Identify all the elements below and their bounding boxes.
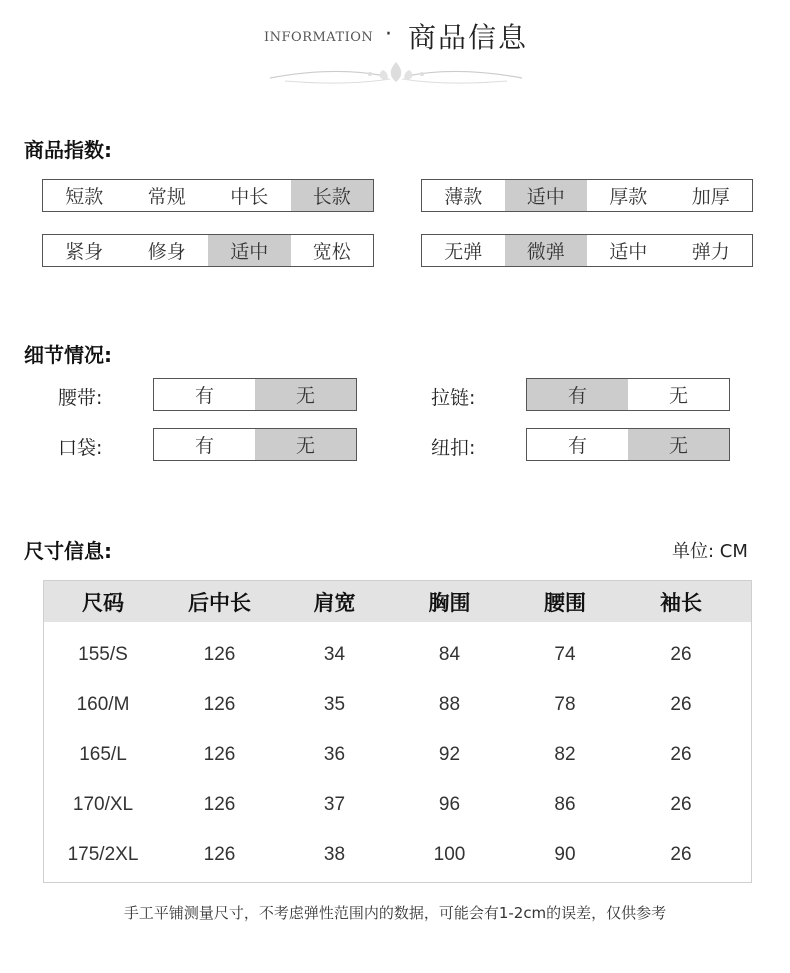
cell-chest: 84 [438,644,461,665]
table-header [44,581,751,622]
cell-chest: 96 [438,794,461,815]
pocket-no-selected: 无 [255,429,356,460]
cell-back-length: 126 [203,644,236,665]
cell-chest: 100 [433,844,466,865]
cell-waist: 86 [554,794,576,815]
cell-back-length: 126 [203,794,236,815]
zipper-no: 无 [668,385,688,407]
cell-sleeve: 26 [670,644,692,665]
belt-yes: 有 [194,385,214,407]
header-title: 商品信息 [408,21,529,54]
detail-section-title: 细节情况: [24,343,112,367]
table-row [44,830,751,880]
option-thin: 薄款 [444,186,483,208]
cell-waist: 74 [554,644,576,665]
unit-label: 单位: CM [672,541,748,562]
header-back-length: 后中长 [188,590,251,615]
zipper-label: 拉链: [431,387,476,409]
option-slight-stretch-selected: 微弹 [505,235,588,266]
option-tight: 紧身 [65,241,104,263]
thickness-options [421,179,753,212]
cell-shoulder: 35 [323,694,346,715]
pocket-yes: 有 [194,435,214,457]
cell-size: 160/M [76,694,130,715]
option-long-selected: 长款 [291,180,374,211]
option-mid-long: 中长 [230,186,269,208]
cell-back-length: 126 [203,744,236,765]
option-regular: 常规 [147,186,186,208]
cell-sleeve: 26 [670,744,692,765]
option-moderate: 适中 [609,241,648,263]
cell-size: 165/L [79,744,127,765]
ornament-icon [265,56,527,88]
header-waist: 腰围 [544,590,586,615]
option-extra-thick: 加厚 [691,186,730,208]
cell-sleeve: 26 [670,844,692,865]
cell-sleeve: 26 [670,794,692,815]
header-chest: 胸围 [428,590,471,615]
fit-options [42,234,374,267]
button-options [526,428,730,461]
cell-size: 175/2XL [67,844,139,865]
cell-size: 155/S [78,644,128,665]
cell-shoulder: 37 [323,794,346,815]
option-fit-selected: 适中 [208,235,291,266]
cell-chest: 88 [438,694,461,715]
cell-shoulder: 34 [323,644,346,665]
button-no-selected: 无 [628,429,729,460]
table-row [44,780,751,830]
pocket-options [153,428,357,461]
header-dot: · [385,22,392,47]
option-loose: 宽松 [312,241,351,263]
measurement-note: 手工平铺测量尺寸，不考虑弹性范围内的数据，可能会有1-2cm的误差，仅供参考 [123,904,667,922]
cell-shoulder: 36 [323,744,346,765]
option-short: 短款 [65,186,104,208]
header-sleeve: 袖长 [660,590,702,615]
pocket-label: 口袋: [58,437,103,459]
option-thick: 厚款 [609,186,648,208]
button-yes: 有 [567,435,587,457]
table-row [44,730,751,780]
option-stretch: 弹力 [691,241,730,263]
cell-sleeve: 26 [670,694,692,715]
cell-chest: 92 [438,744,461,765]
belt-no-selected: 无 [255,379,356,410]
cell-waist: 78 [554,694,576,715]
zipper-options [526,378,730,411]
header-english: INFORMATION [264,30,374,45]
option-medium-selected: 适中 [505,180,588,211]
header-size: 尺码 [82,590,124,615]
size-section-title: 尺寸信息: [24,539,112,563]
belt-options [153,378,357,411]
elasticity-options [421,234,753,267]
cell-back-length: 126 [203,844,236,865]
index-section-title: 商品指数: [24,138,112,162]
cell-size: 170/XL [72,794,134,815]
cell-shoulder: 38 [323,844,346,865]
option-no-stretch: 无弹 [444,241,483,263]
size-table [43,580,752,883]
cell-back-length: 126 [203,694,236,715]
button-label: 纽扣: [431,437,476,459]
cell-waist: 90 [554,844,576,865]
table-row [44,680,751,730]
cell-waist: 82 [554,744,576,765]
zipper-yes-selected: 有 [527,379,628,410]
belt-label: 腰带: [58,387,103,409]
length-options [42,179,374,212]
header-shoulder: 肩宽 [313,590,356,615]
table-row [44,630,751,680]
option-slim: 修身 [147,241,186,263]
